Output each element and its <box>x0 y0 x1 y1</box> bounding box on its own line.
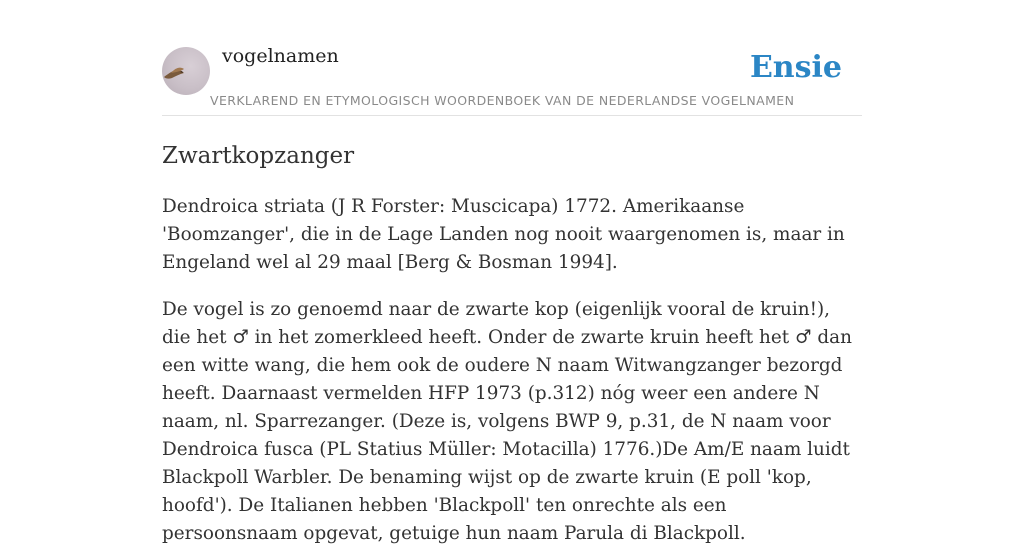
article-title: Zwartkopzanger <box>162 143 355 169</box>
site-header <box>162 0 862 116</box>
bird-icon <box>162 47 210 95</box>
site-name-link[interactable]: vogelnamen <box>222 45 339 67</box>
ensie-logo[interactable]: Ensie <box>749 50 842 85</box>
article-paragraph: De vogel is zo genoemd naar de zwarte kop (eigenlijk vooral de kruin!), die het ♂ in het zomerkleed heeft. Onder de zwarte kruin heeft het ♂ dan een witte wang, die hem ook de oudere N naam Witwangzanger bezorgd heeft. Daarnaast vermelden HFP 1973 (p.312) nóg weer een andere N naam, nl. Sparrezanger. (Deze is, volgens BWP 9, p.31, de N naam voor Dendroica fusca (PL Statius Müller: Motacilla) 1776.)De Am/E naam luidt Blackpoll Warbler. De benaming wijst op de zwarte kruin (E poll 'kop, hoofd'). De Italianen hebben 'Blackpoll' ten onrechte als een persoonsnaam opgevat, getuige hun naam Parula di Blackpoll. <box>162 299 852 544</box>
site-subtitle: VERKLAREND EN ETYMOLOGISCH WOORDENBOEK VAN DE NEDERLANDSE VOGELNAMEN <box>210 93 795 108</box>
article-paragraph: Dendroica striata (J R Forster: Muscicapa) 1772. Amerikaanse 'Boomzanger', die in de Lage Landen nog nooit waargenomen is, maar in Engeland wel al 29 maal [Berg & Bosman 1994]. <box>162 196 845 273</box>
page <box>162 0 862 548</box>
site-avatar[interactable] <box>162 47 210 95</box>
